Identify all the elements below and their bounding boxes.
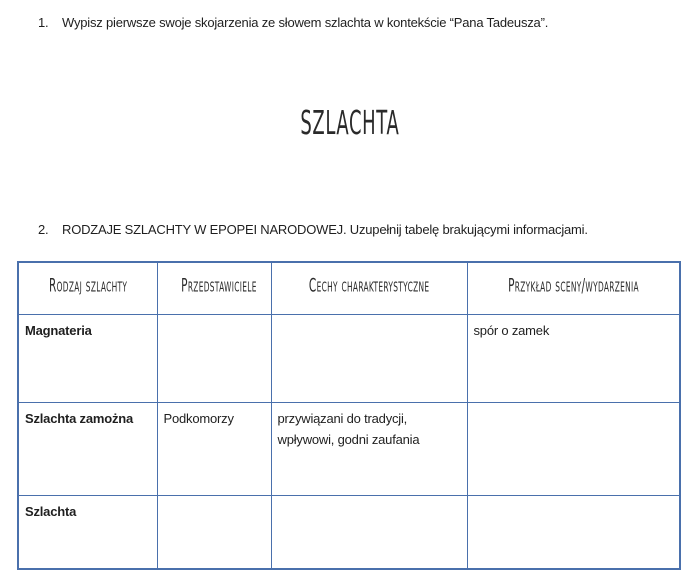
header-rodzaj-szlachty: Rodzaj szlachty [18,262,157,315]
cell-rodzaj: Magnateria [18,315,157,403]
cell-rodzaj: Szlachta [18,496,157,570]
cell-rodzaj: Szlachta zamożna [18,403,157,496]
cell-przedstawiciele: Podkomorzy [157,403,271,496]
question-1-text: Wypisz pierwsze swoje skojarzenia ze słowem szlachta w kontekście “Pana Tadeusza”. [62,15,549,30]
table-header-row [18,262,680,315]
question-2 [38,222,588,239]
cell-przyklad: spór o zamek [467,315,680,403]
types-of-nobility-table [17,261,681,570]
cell-cechy: przywiązani do tradycji, wpływowi, godni zaufania [271,403,467,496]
table-row-magnateria [18,315,680,403]
worksheet-title: SZLACHTA [300,103,400,143]
cell-przedstawiciele [157,496,271,570]
worksheet-title-container [0,103,700,143]
header-cechy-charakterystyczne: Cechy charakterystyczne [271,262,467,315]
cell-cechy [271,315,467,403]
table-row-szlachta-zamozna [18,403,680,496]
header-przyklad-sceny: Przykład sceny/wydarzenia [467,262,680,315]
table-row-szlachta [18,496,680,570]
question-2-text: RODZAJE SZLACHTY W EPOPEI NARODOWEJ. Uzupełnij tabelę brakującymi informacjami. [62,222,588,237]
question-2-number: 2. [38,222,49,237]
question-1-number: 1. [38,15,49,30]
cell-cechy [271,496,467,570]
question-1 [38,15,548,32]
cell-przyklad [467,496,680,570]
cell-przedstawiciele [157,315,271,403]
header-przedstawiciele: Przedstawiciele [157,262,271,315]
cell-przyklad [467,403,680,496]
